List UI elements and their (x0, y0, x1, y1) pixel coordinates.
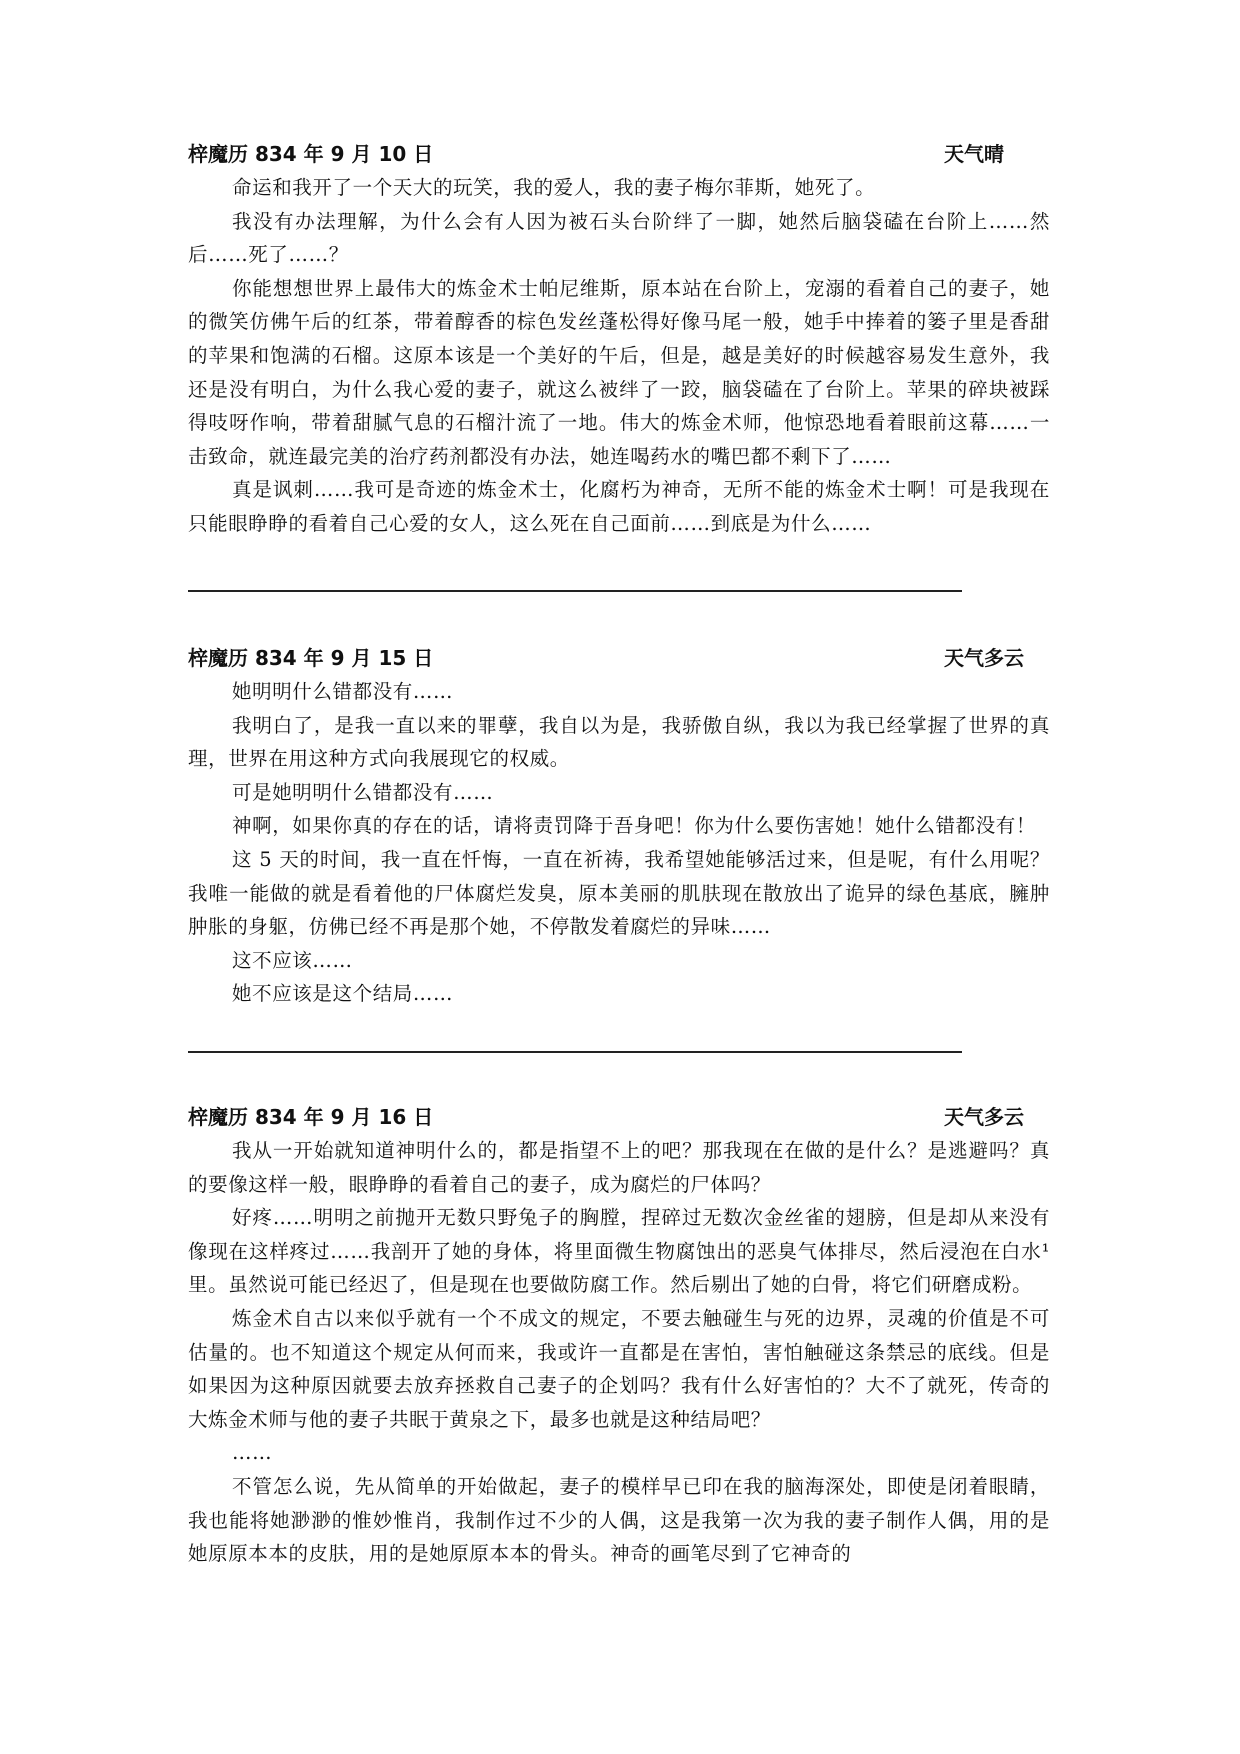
paragraph: 我明白了，是我一直以来的罪孽，我自以为是，我骄傲自纵，我以为我已经掌握了世界的真理，世界在用这种方式向我展现它的权威。 (188, 713, 1050, 771)
paragraph: 好疼……明明之前抛开无数只野兔子的胸膛，捏碎过无数次金丝雀的翅膀，但是却从来没有像现在这样疼过……我剖开了她的身体，将里面微生物腐蚀出的恶臭气体排尽，然后浸泡在白水¹里。虽然说可能已经迟了，但是现在也要做防腐工作。然后剔出了她的白骨，将它们研磨成粉。 (188, 1206, 1050, 1297)
diary-entry-1 (188, 137, 1050, 541)
section-separator (188, 1051, 962, 1053)
paragraph: 神啊，如果你真的存在的话，请将责罚降于吾身吧！你为什么要伤害她！她什么错都没有！ (232, 814, 1037, 838)
entry-header (188, 641, 1050, 675)
paragraph: …… (232, 1441, 273, 1465)
paragraph: 可是她明明什么错都没有…… (232, 780, 494, 804)
paragraph: 她不应该是这个结局…… (232, 982, 454, 1006)
entry-weather: 天气晴 (944, 142, 1004, 166)
paragraph: 她明明什么错都没有…… (232, 680, 454, 703)
paragraph: 不管怎么说，先从简单的开始做起，妻子的模样早已印在我的脑海深处，即使是闭着眼睛，我也能将她渺渺的惟妙惟肖，我制作过不少的人偶，这是我第一次为我的妻子制作人偶，用的是她原原本本的皮肤，用的是她原原本本的骨头。神奇的画笔尽到了它神奇的 (188, 1474, 1050, 1566)
paragraph: 我从一开始就知道神明什么的，都是指望不上的吧？那我现在在做的是什么？是逃避吗？真的要像这样一般，眼睁睁的看着自己的妻子，成为腐烂的尸体吗？ (188, 1139, 1050, 1196)
entry-weather: 天气多云 (944, 1105, 1024, 1129)
entry-date: 梓魔历 834 年 9 月 16 日 (188, 1105, 434, 1129)
entry-header (188, 137, 1050, 171)
paragraph: 我没有办法理解，为什么会有人因为被石头台阶绊了一脚，她然后脑袋磕在台阶上……然后……死了……？ (188, 209, 1050, 267)
entry-weather: 天气多云 (944, 646, 1024, 670)
paragraph: 炼金术自古以来似乎就有一个不成文的规定，不要去触碰生与死的边界，灵魂的价值是不可估量的。也不知道这个规定从何而来，我或许一直都是在害怕，害怕触碰这条禁忌的底线。但是如果因为这种原因就要去放弃拯救自己妻子的企划吗？我有什么好害怕的？大不了就死，传奇的大炼金术师与他的妻子共眠于黄泉之下，最多也就是这种结局吧？ (188, 1306, 1050, 1431)
section-separator (188, 590, 962, 592)
diary-entry-2 (188, 641, 1050, 1011)
paragraph: 你能想想世界上最伟大的炼金术士帕尼维斯，原本站在台阶上，宠溺的看着自己的妻子，她的微笑仿佛午后的红茶，带着醇香的棕色发丝蓬松得好像马尾一般，她手中捧着的篓子里是香甜的苹果和饱满的石榴。这原本该是一个美好的午后，但是，越是美好的时候越容易发生意外，我还是没有明白，为什么我心爱的妻子，就这么被绊了一跤，脑袋磕在了台阶上。苹果的碎块被踩得吱呀作响，带着甜腻气息的石榴汁流了一地。伟大的炼金术师，他惊恐地看着眼前这幕……一击致命，就连最完美的治疗药剂都没有办法，她连喝药水的嘴巴都不剩下了…… (188, 276, 1050, 468)
paragraph: 这 5 天的时间，我一直在忏悔，一直在祈祷，我希望她能够活过来，但是呢，有什么用呢？我唯一能做的就是看着他的尸体腐烂发臭，原本美丽的肌肤现在散放出了诡异的绿色基底，臃肿肿胀的身躯，仿佛已经不再是那个她，不停散发着腐烂的异味…… (188, 847, 1050, 939)
paragraph: 命运和我开了一个天大的玩笑，我的爱人，我的妻子梅尔菲斯，她死了。 (232, 176, 876, 199)
entry-date: 梓魔历 834 年 9 月 10 日 (188, 142, 434, 166)
entry-date: 梓魔历 834 年 9 月 15 日 (188, 646, 434, 670)
diary-entry-3 (188, 1100, 1050, 1571)
paragraph: 这不应该…… (232, 948, 353, 972)
entry-header (188, 1100, 1050, 1134)
paragraph: 真是讽刺……我可是奇迹的炼金术士，化腐朽为神奇，无所不能的炼金术士啊！可是我现在只能眼睁睁的看着自己心爱的女人，这么死在自己面前……到底是为什么…… (188, 478, 1050, 535)
